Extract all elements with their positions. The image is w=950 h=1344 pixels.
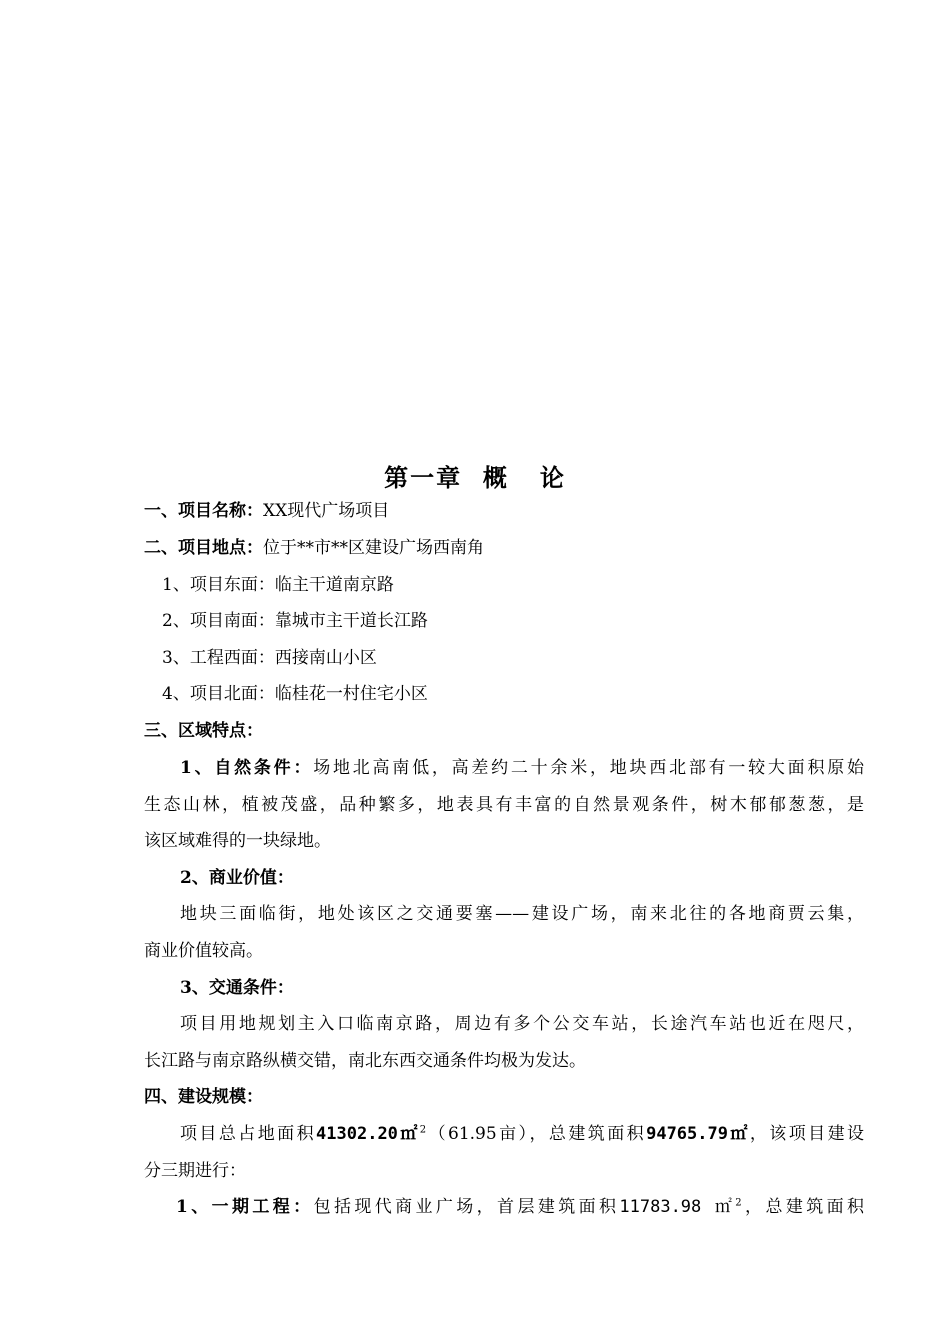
paragraph-line: 长江路与南京路纵横交错，南北东西交通条件均极为发达。 — [144, 1051, 586, 1071]
superscript: 2 — [735, 1197, 742, 1209]
list-item: 4、项目北面：临桂花一村住宅小区 — [162, 684, 428, 704]
paragraph-text: ，该项目建设 — [749, 1124, 865, 1144]
section-heading: 二、项目地点： — [144, 538, 263, 558]
section-text: 位于**市**区建设广场西南角 — [263, 538, 484, 558]
chapter-title: 第一章 概 论 — [384, 463, 566, 492]
subsection-label: 1、自然条件： — [180, 758, 314, 778]
paragraph-text: （61.95亩），总建筑面积 — [426, 1124, 647, 1144]
subsection-label: 2、商业价值： — [180, 868, 294, 888]
phase1-area-value: 11783.98 ㎡ — [619, 1197, 736, 1217]
paragraph-line: 商业价值较高。 — [144, 941, 263, 961]
list-item: 3、工程西面：西接南山小区 — [162, 648, 377, 668]
paragraph-line: 地块三面临街，地处该区之交通要塞——建设广场，南来北往的各地商贾云集， — [180, 904, 864, 924]
section-text: XX现代广场项目 — [263, 501, 390, 521]
paragraph-line — [176, 1196, 864, 1218]
paragraph-text: 场地北高南低，高差约二十余米，地块西北部有一较大面积原始 — [313, 758, 864, 778]
paragraph-line: 项目用地规划主入口临南京路，周边有多个公交车站，长途汽车站也近在咫尺， — [180, 1014, 864, 1034]
list-item: 1、项目东面：临主干道南京路 — [162, 575, 394, 595]
project-location-line — [144, 537, 864, 559]
list-item: 2、项目南面：靠城市主干道长江路 — [162, 611, 428, 631]
paragraph-line: 生态山林，植被茂盛，品种繁多，地表具有丰富的自然景观条件，树木郁郁葱葱，是 — [144, 795, 864, 815]
paragraph-line — [144, 1123, 864, 1145]
subsection-label: 3、交通条件： — [180, 978, 294, 998]
superscript: 2 — [419, 1124, 427, 1136]
section-heading: 三、区域特点： — [144, 721, 263, 741]
subsection-label: 1、一期工程： — [176, 1197, 314, 1217]
total-area-value: 94765.79㎡ — [646, 1124, 750, 1144]
paragraph-line: 分三期进行： — [144, 1161, 246, 1181]
section-heading: 一、项目名称： — [144, 501, 263, 521]
section-heading: 四、建设规模： — [144, 1087, 263, 1107]
paragraph-text: 包括现代商业广场，首层建筑面积 — [313, 1197, 620, 1217]
paragraph-line: 该区域难得的一块绿地。 — [144, 831, 331, 851]
paragraph-line — [144, 757, 864, 779]
project-name-line — [144, 500, 864, 522]
site-area-value: 41302.20㎡ — [316, 1124, 420, 1144]
paragraph-text: 项目总占地面积 — [180, 1124, 317, 1144]
paragraph-text: ，总建筑面积 — [741, 1197, 865, 1217]
